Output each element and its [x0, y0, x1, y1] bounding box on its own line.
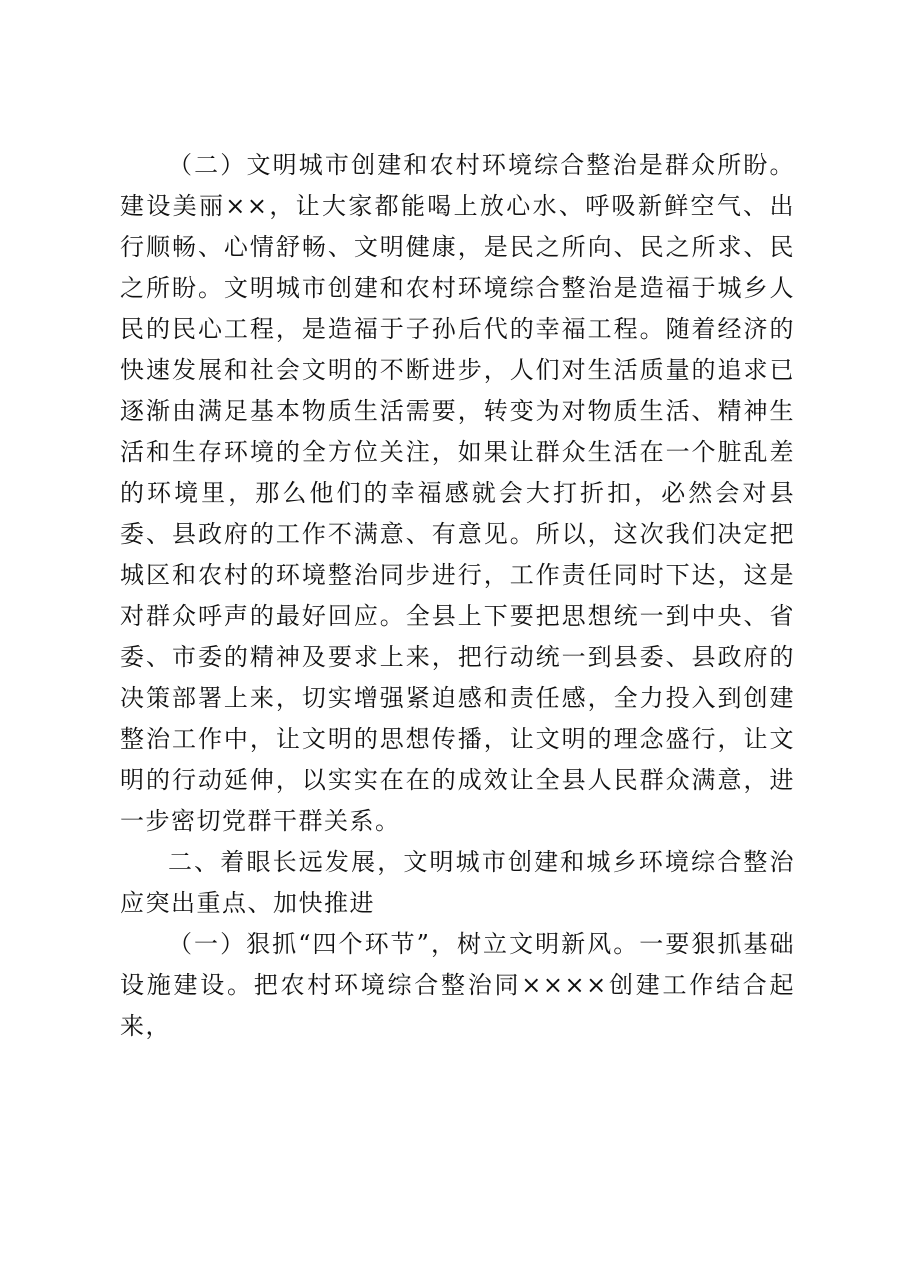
section-heading-two: 二、着眼长远发展，文明城市创建和城乡环境综合整治应突出重点、加快推进 — [120, 848, 795, 917]
document-body — [120, 145, 795, 1047]
paragraph-civilization-expectation: （二）文明城市创建和农村环境综合整治是群众所盼。建设美丽××，让大家都能喝上放心水、呼吸新鲜空气、出行顺畅、心情舒畅、文明健康，是民之所向、民之所求、民之所盼。文明城市创建和农村环境综合整治是造福于城乡人民的民心工程，是造福于子孙后代的幸福工程。随着经济的快速发展和社会文明的不断进步，人们对生活质量的追求已逐渐由满足基本物质生活需要，转变为对物质生活、精神生活和生存环境的全方位关注，如果让群众生活在一个脏乱差的环境里，那么他们的幸福感就会大打折扣，必然会对县委、县政府的工作不满意、有意见。所以，这次我们决定把城区和农村的环境整治同步进行，工作责任同时下达，这是对群众呼声的最好回应。全县上下要把思想统一到中央、省委、市委的精神及要求上来，把行动统一到县委、县政府的决策部署上来，切实增强紧迫感和责任感，全力投入到创建整治工作中，让文明的思想传播，让文明的理念盛行，让文明的行动延伸，以实实在在的成效让全县人民群众满意，进一步密切党群干群关系。 — [120, 151, 795, 835]
paragraph-four-links: （一）狠抓“四个环节”，树立文明新风。一要狠抓基础设施建设。把农村环境综合整治同××××创建工作结合起来， — [120, 930, 795, 1040]
